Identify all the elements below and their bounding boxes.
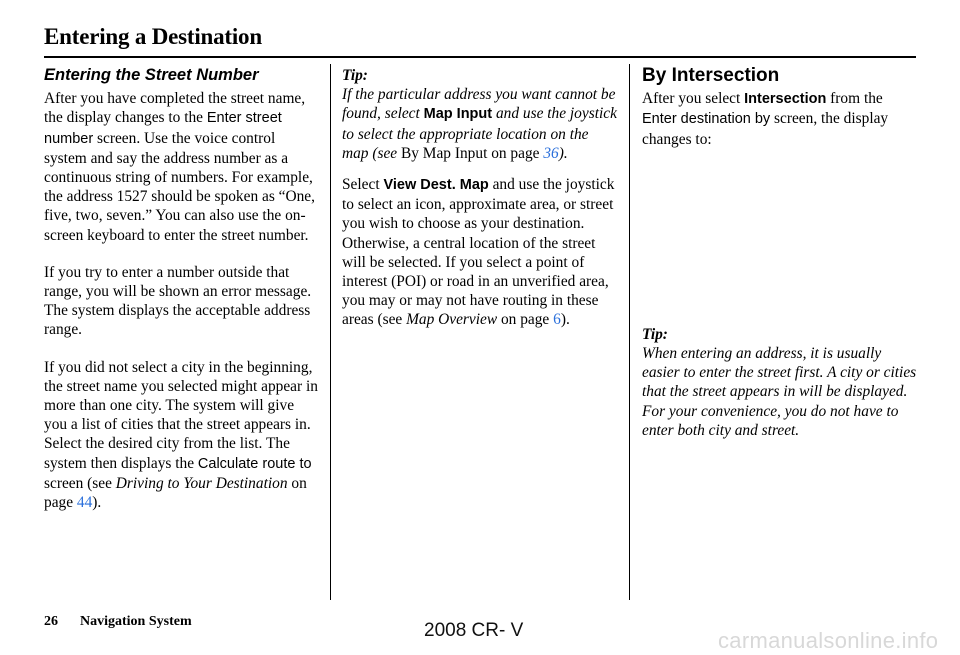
ui-term: Map Input bbox=[423, 106, 493, 123]
ui-term: Enter street number bbox=[44, 110, 282, 147]
text: and use the joystick to select the appropriate location on the map (see bbox=[342, 105, 617, 162]
text: on page bbox=[497, 311, 554, 329]
tip-text: When entering an address, it is usually easier to enter the street first. A city or cities that the street appears in will be displayed. For your convenience, you do not have to enter both city and street. bbox=[642, 345, 917, 439]
page-number: 26 bbox=[44, 614, 58, 629]
text: ). bbox=[92, 494, 102, 512]
text: screen, the display changes to: bbox=[642, 110, 889, 148]
ui-term: Intersection bbox=[744, 91, 827, 108]
column-middle bbox=[342, 66, 618, 348]
text: from the bbox=[826, 90, 883, 108]
text: ). bbox=[558, 144, 568, 162]
ui-term: View Dest. Map bbox=[383, 177, 489, 194]
paragraph bbox=[44, 89, 320, 245]
cross-reference: By Map Input bbox=[400, 144, 488, 162]
column-right bbox=[642, 66, 918, 458]
text: Select bbox=[342, 176, 384, 194]
tip-label: Tip: bbox=[642, 325, 668, 343]
ui-term: Enter destination by bbox=[642, 111, 771, 128]
text: on page bbox=[44, 474, 307, 512]
page-link[interactable]: 6 bbox=[553, 311, 561, 329]
text: on page bbox=[487, 144, 544, 162]
text: If you did not select a city in the beginning, the street name you selected might appear in more than one city. The system will give you a list of cities that the street appears in. Select the desired city from the list. The system then displays the bbox=[44, 358, 318, 472]
ui-term: Calculate route to bbox=[197, 455, 312, 472]
text: If the particular address you want cannot be found, select bbox=[342, 86, 616, 123]
text: screen. Use the voice control system and say the address number as a continuous string of numbers. For example, the address 1527 should be spoken as “One, five, two, seven.” You can also use the on-screen keyboard to enter the street number. bbox=[44, 129, 315, 244]
column-divider bbox=[330, 64, 331, 600]
site-watermark: carmanualsonline.info bbox=[718, 628, 939, 653]
paragraph bbox=[44, 358, 320, 513]
title-rule bbox=[44, 56, 916, 58]
model-label: 2008 CR- V bbox=[424, 620, 524, 641]
section-heading-street-number: Entering the Street Number bbox=[44, 66, 259, 84]
section-heading-intersection: By Intersection bbox=[642, 65, 780, 86]
text: After you select bbox=[642, 90, 745, 108]
paragraph: If you try to enter a number outside that range, you will be shown an error message. The system displays the acceptable address range. bbox=[44, 263, 312, 339]
tip-text bbox=[342, 85, 618, 163]
page-title: Entering a Destination bbox=[44, 24, 262, 49]
text: screen (see bbox=[44, 474, 116, 492]
column-divider bbox=[629, 64, 630, 600]
page-link[interactable]: 44 bbox=[76, 494, 93, 512]
text: ). bbox=[560, 311, 570, 329]
cross-reference: Map Overview bbox=[406, 311, 498, 329]
paragraph bbox=[342, 175, 618, 330]
page-link[interactable]: 36 bbox=[543, 144, 559, 162]
paragraph bbox=[642, 89, 918, 149]
tip-label: Tip: bbox=[342, 67, 368, 84]
column-left bbox=[44, 66, 320, 530]
text: After you have completed the street name, the display changes to the bbox=[44, 90, 306, 127]
footer-section: Navigation System bbox=[80, 614, 192, 629]
cross-reference: Driving to Your Destination bbox=[115, 474, 288, 492]
text: and use the joystick to select an icon, approximate area, or street you wish to choose as your destination. Otherwise, a central location of the street will be selected. If you select a point of interest (POI) or road in an unverified area, you may or may not have routing in these areas (see bbox=[342, 176, 615, 329]
